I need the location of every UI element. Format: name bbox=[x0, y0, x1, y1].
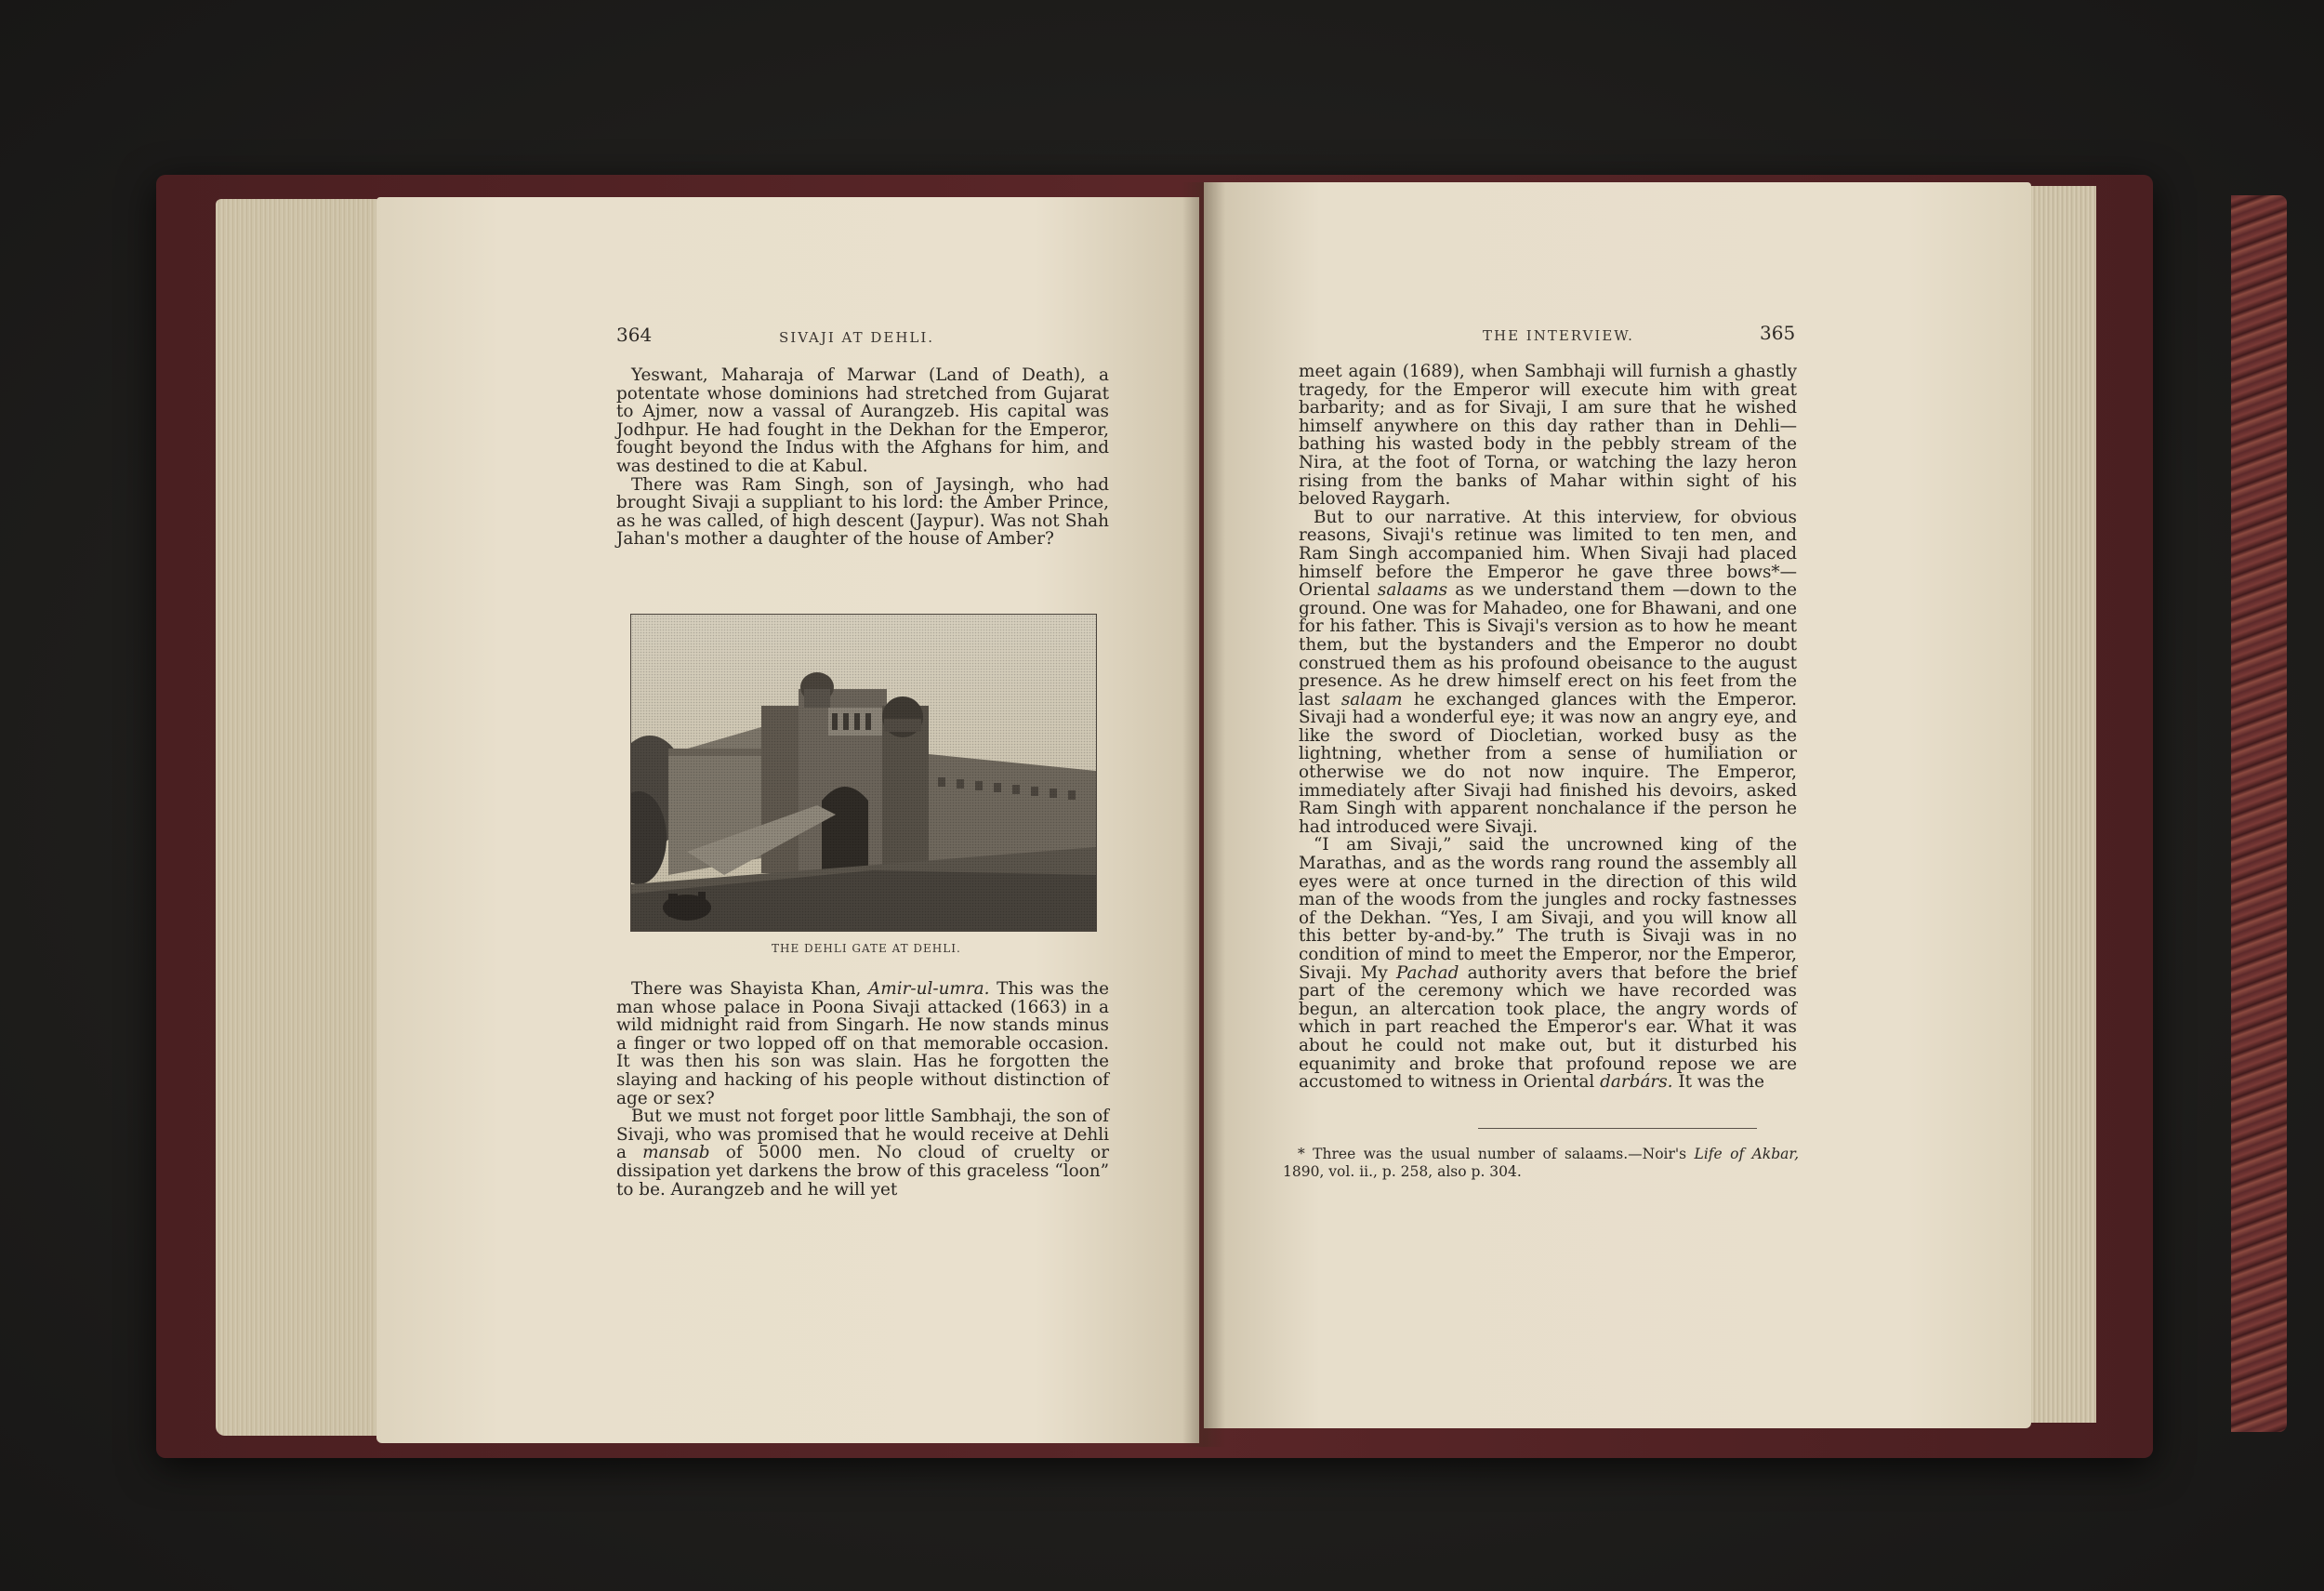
paragraph: Yeswant, Maharaja of Marwar (Land of Death), a potentate whose dominions had stretched from Gujarat to Ajmer, now a vassal of Aurangzeb. His capital was Jodhpur. He had fought in the Dekhan for the Emperor, fought beyond the Indus with the Afghans for him, and was destined to die at Kabul. bbox=[616, 365, 1109, 476]
right-page-number: 365 bbox=[1760, 322, 1796, 344]
paragraph: meet again (1689), when Sambhaji will furnish a ghastly tragedy, for the Emperor will execute him with great barbarity; and as for Sivaji, I am sure that he wished himself anywhere on this day rather than in Dehli—bathing his wasted body in the pebbly stream of the Nira, at the foot of Torna, or watching the lazy heron rising from the banks of Mahar within sight of his beloved Raygarh. bbox=[1299, 362, 1797, 510]
left-page-number: 364 bbox=[616, 324, 653, 346]
paragraph: There was Shayista Khan, Amir-ul-umra. This was the man whose palace in Poona Sivaji attacked (1663) in a wild midnight raid from Singarh. He now stands minus a finger or two lopped off on that memorable occasion. It was then his son was slain. Has he forgotten the slaying and hacking of his people without distinction of age or sex? bbox=[616, 979, 1110, 1108]
left-text-bottom bbox=[616, 980, 1109, 1199]
paragraph: But we must not forget poor little Sambhaji, the son of Sivaji, who was promised that he would receive at Dehli a mansab of 5000 men. No cloud of cruelty or dissipation yet darkens the brow of this graceless “loon” to be. Aurangzeb and he will yet bbox=[616, 1107, 1110, 1200]
paragraph: “I am Sivaji,” said the uncrowned king of the Marathas, and as the words rang round the assembly all eyes were at once turned in the direction of this wild man of the woods from the jungles and rocky fastnesses of the Dekhan. “Yes, I am Sivaji, and you will know all this better by-and-by.” The truth is Sivaji was in no condition of mind to meet the Emperor, nor the Emperor, Sivaji. My Pachad authority avers that before the brief part of the ceremony which we have recorded was begun, an altercation took place, the angry words of which in part reached the Emperor's ear. What it was about he could not make out, but it disturbed his equanimity and broke that profound repose we are accustomed to witness in Oriental darbárs. It was the bbox=[1299, 835, 1797, 1093]
footnote-text: * Three was the usual number of salaams.—Noir's Life of Akbar, 1890, vol. ii., p. 258, also p. 304. bbox=[1283, 1146, 1799, 1180]
footnote-rule bbox=[1478, 1128, 1757, 1129]
dehli-gate-plate bbox=[630, 614, 1097, 932]
marbled-fore-edge bbox=[2231, 195, 2287, 1432]
paragraph: But to our narrative. At this interview, for obvious reasons, Sivaji's retinue was limited to ten men, and Ram Singh accompanied him. When Sivaji had placed himself before the Emperor he gave three bows*—Oriental salaams as we understand them —down to the ground. One was for Mahadeo, one for Bhawani, and one for his father. This is Sivaji's version as to how he meant them, but the bystanders and the Emperor no doubt construed them as his profound obeisance to the august presence. As he drew himself erect on his feet from the last salaam he exchanged glances with the Emperor. Sivaji had a wonderful eye; it was now an angry eye, and like the sword of Diocletian, worked busy as the lightning, whether from a sense of humiliation or otherwise we do not now inquire. The Emperor, immediately after Sivaji had finished his devoirs, asked Ram Singh with apparent nonchalance if the person he had introduced were Sivaji. bbox=[1299, 507, 1797, 837]
left-text-top bbox=[616, 366, 1109, 549]
page-edges-left bbox=[216, 199, 402, 1436]
plate-caption: THE DEHLI GATE AT DEHLI. bbox=[772, 942, 961, 955]
dehli-gate-image bbox=[631, 615, 1096, 931]
footnote bbox=[1283, 1146, 1799, 1181]
right-running-head: THE INTERVIEW. bbox=[1483, 327, 1634, 344]
left-running-head: SIVAJI AT DEHLI. bbox=[779, 329, 935, 346]
page-edges-right bbox=[2022, 186, 2096, 1423]
book-gutter bbox=[1182, 182, 1225, 1447]
right-text bbox=[1299, 363, 1797, 1092]
paragraph: There was Ram Singh, son of Jaysingh, who had brought Sivaji a suppliant to his lord: the Amber Prince, as he was called, of high descent (Jaypur). Was not Shah Jahan's mother a daughter of the house of Amber? bbox=[616, 474, 1109, 550]
